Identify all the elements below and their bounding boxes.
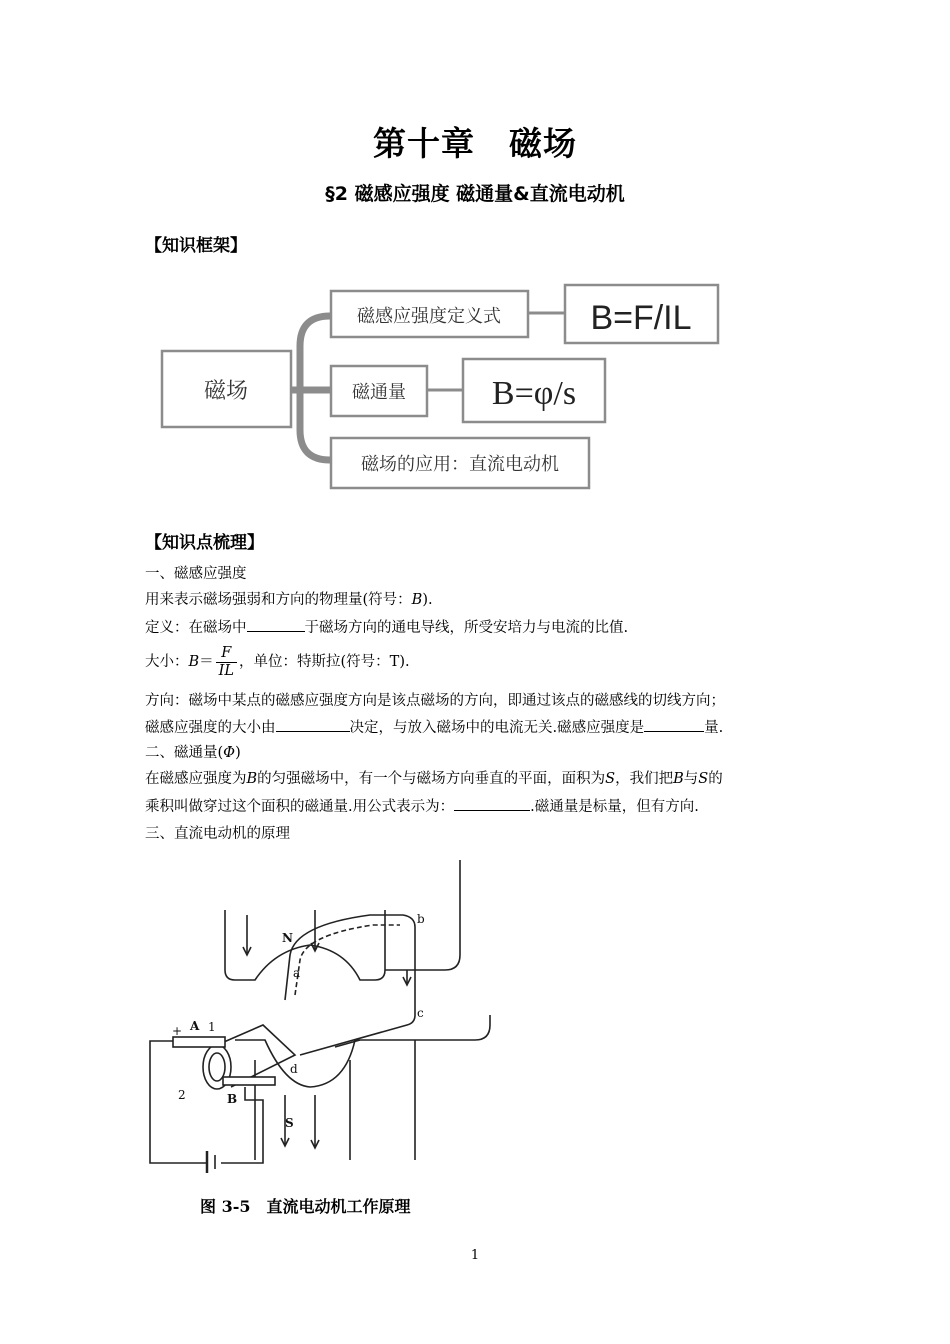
fill-blank-1[interactable]	[247, 617, 305, 632]
mindmap-branch-application-label: 磁场的应用：直流电动机	[361, 454, 559, 475]
fill-blank-2[interactable]	[276, 717, 350, 732]
label-1: 1	[208, 1020, 216, 1034]
paragraph-flux-1: 在磁感应强度为B的匀强磁场中，有一个与磁场方向垂直的平面，面积为S，我们把B与S的	[145, 771, 723, 787]
section-title: §2 磁感应强度 磁通量&直流电动机	[325, 183, 625, 205]
section-2-title: 二、磁通量(Φ)	[145, 745, 241, 761]
paragraph-b-intro: 用来表示磁场强弱和方向的物理量(符号：B).	[145, 592, 433, 608]
label-2: 2	[178, 1088, 186, 1102]
label-plus: +	[172, 1024, 183, 1038]
label-b: b	[417, 912, 425, 926]
label-c: c	[417, 1006, 424, 1020]
label-d: d	[290, 1062, 298, 1076]
fill-blank-3[interactable]	[644, 717, 704, 732]
mindmap-root-label: 磁场	[203, 379, 249, 404]
framework-heading: 【知识框架】	[145, 236, 247, 256]
label-n-pole: N	[282, 931, 293, 945]
label-a: a	[293, 966, 301, 980]
figure-caption: 图 3-5 直流电动机工作原理	[200, 1197, 411, 1216]
paragraph-definition: 定义：在磁场中 于磁场方向的通电导线，所受安培力与电流的比值.	[145, 617, 628, 638]
knowledge-framework-mindmap	[150, 278, 730, 498]
fill-blank-4[interactable]	[454, 796, 530, 811]
formula-fraction: $\frac{F}{IL}$	[216, 645, 237, 680]
label-brush-b: B	[227, 1092, 238, 1106]
section-3-title: 三、直流电动机的原理	[145, 826, 290, 842]
page-number: 1	[470, 1248, 480, 1263]
knowledge-heading: 【知识点梳理】	[145, 533, 264, 553]
section-1-title: 一、磁感应强度	[145, 566, 247, 582]
mindmap-formula-b: B=F/IL	[590, 299, 692, 337]
paragraph-direction: 方向：磁场中某点的磁感应强度方向是该点磁场的方向，即通过该点的磁感线的切线方向；	[145, 693, 725, 709]
label-brush-a: A	[190, 1019, 200, 1033]
mindmap-formula-phi: B=φ/s	[491, 375, 577, 412]
chapter-title: 第十章 磁场	[373, 124, 577, 163]
mindmap-branch-flux-label: 磁通量	[352, 382, 406, 403]
label-s-pole: S	[285, 1116, 294, 1130]
mindmap-branch-definition-label: 磁感应强度定义式	[357, 306, 501, 327]
paragraph-magnitude: 大小：B＝ $\frac{F}{IL}$ ，单位：特斯拉(符号：T).	[145, 644, 410, 679]
paragraph-flux-2: 乘积叫做穿过这个面积的磁通量.用公式表示为： .磁通量是标量，但有方向.	[145, 796, 699, 817]
paragraph-magnitude-depends: 磁感应强度的大小由 决定，与放入磁场中的电流无关.磁感应强度是 量.	[145, 717, 723, 738]
dc-motor-diagram	[145, 855, 495, 1175]
